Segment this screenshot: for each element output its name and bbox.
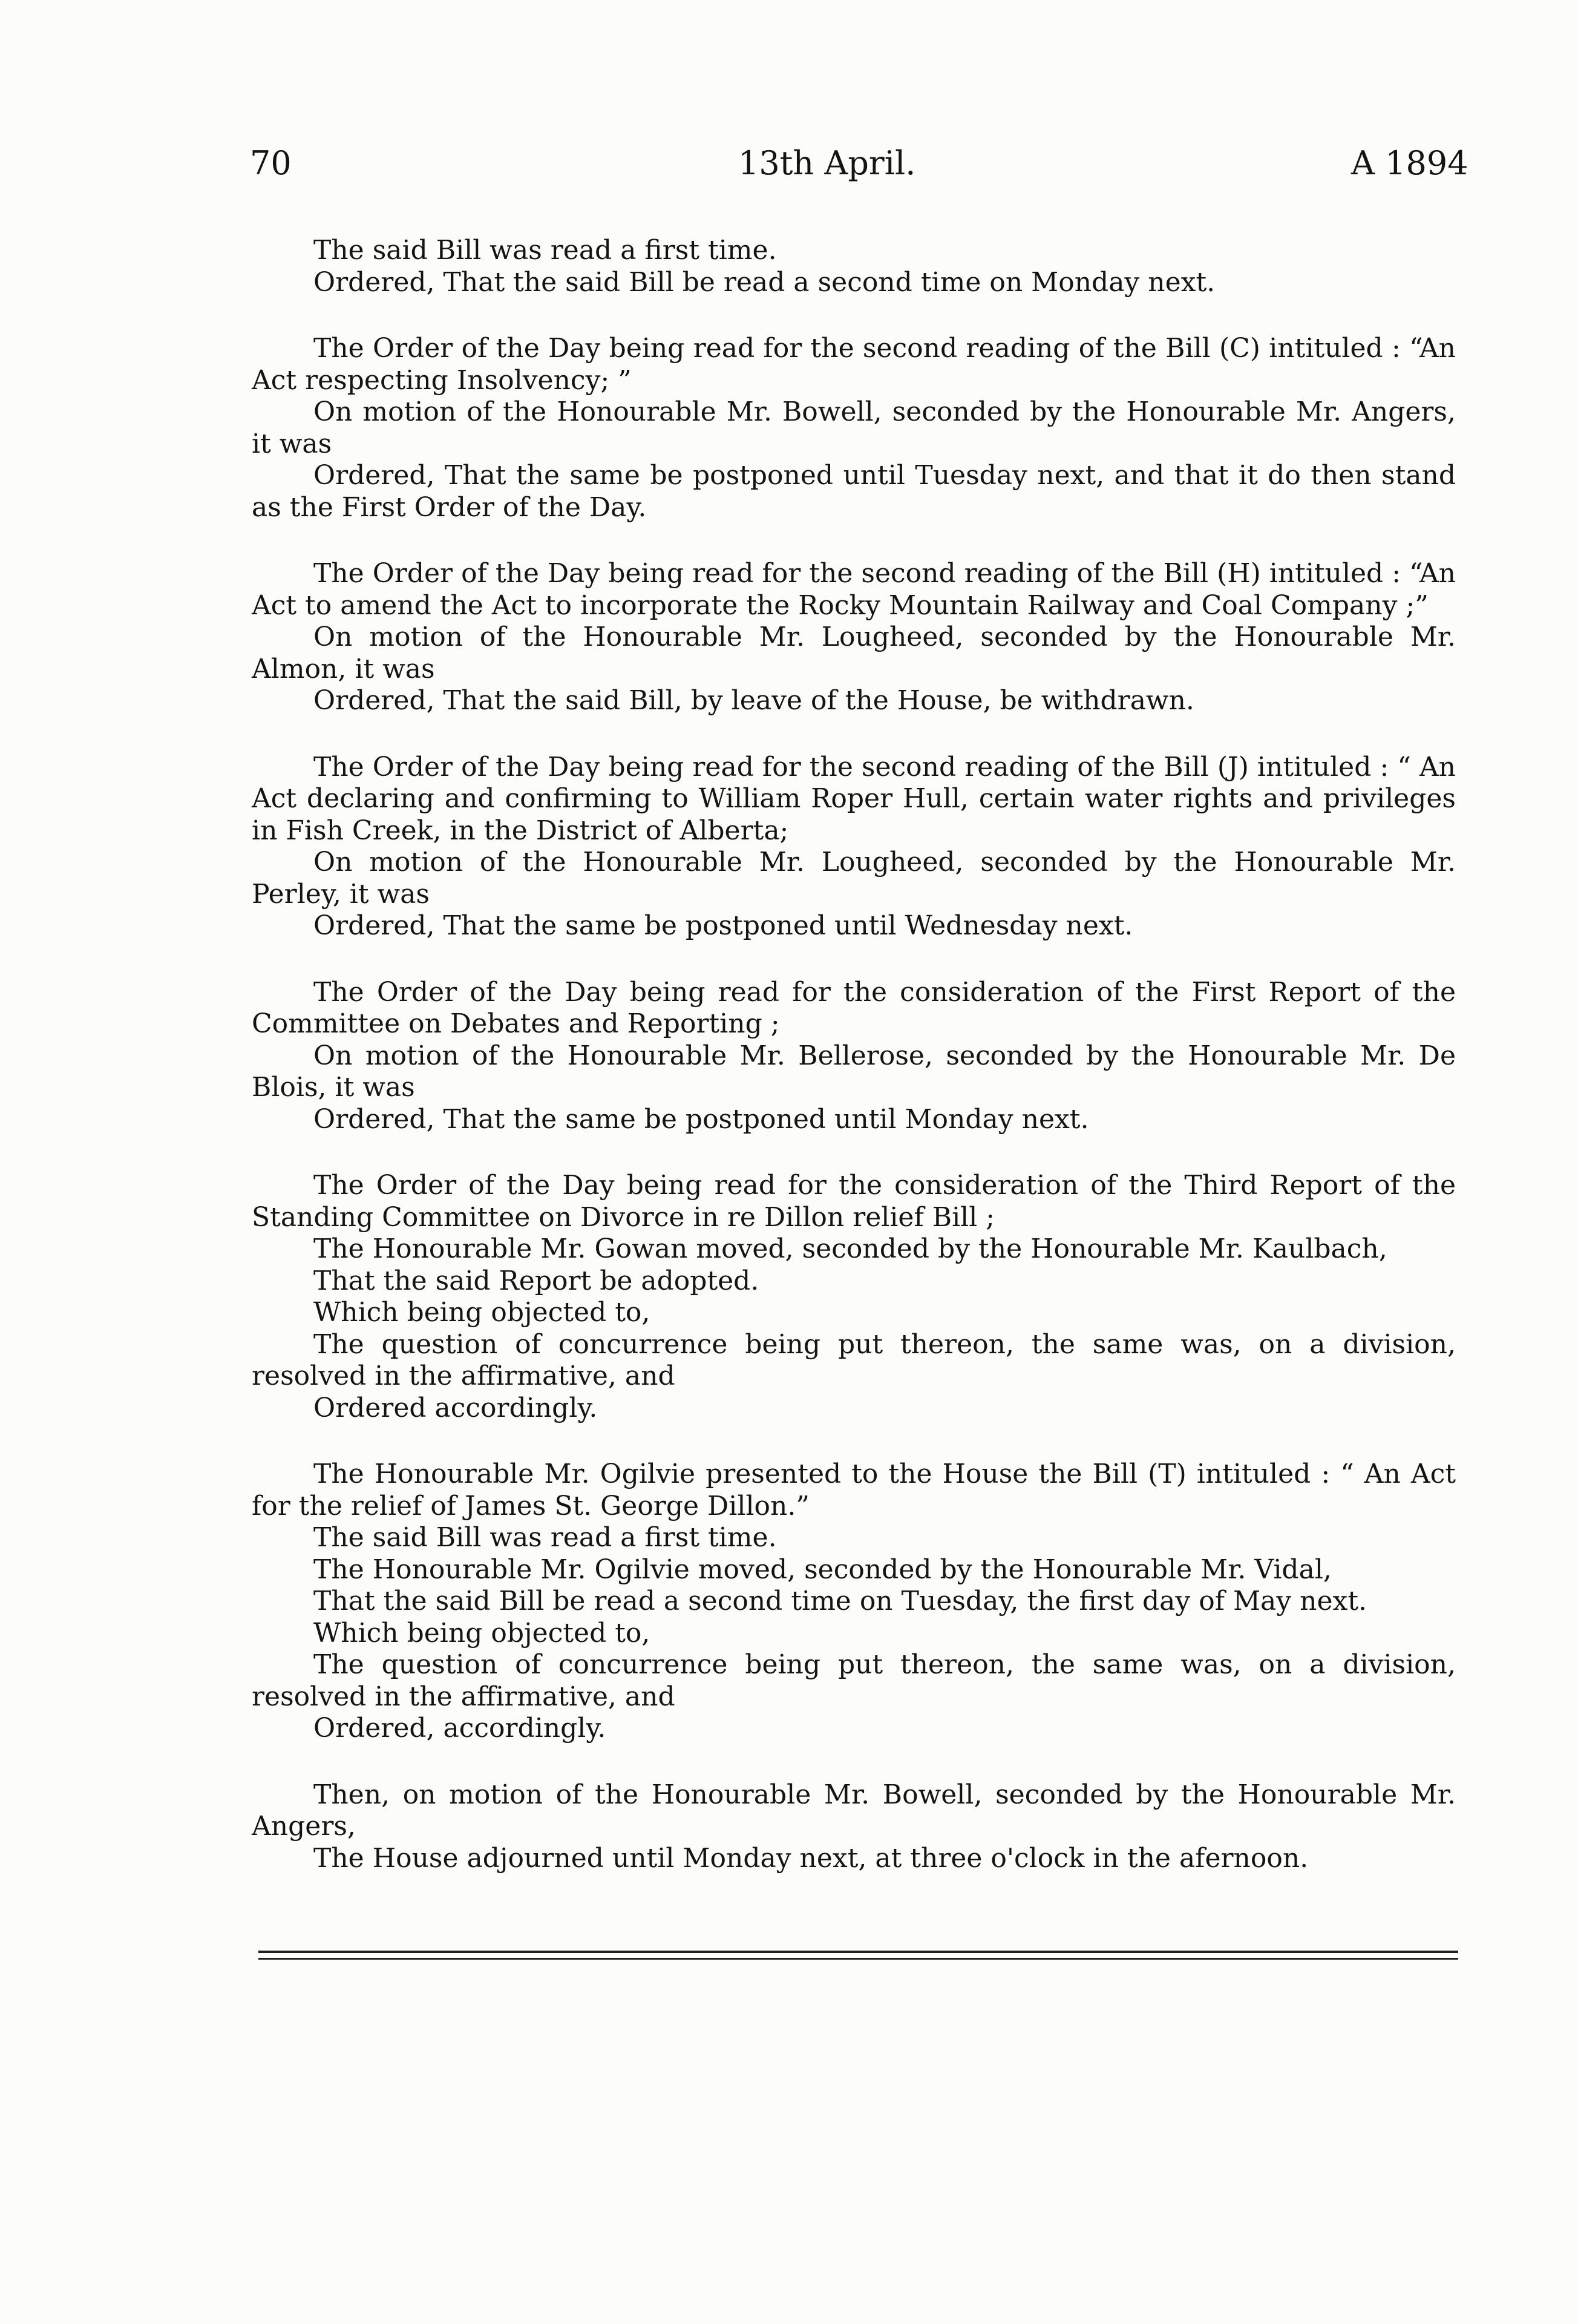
paragraph [252, 333, 1456, 524]
paragraph-line: The question of concurrence being put thereon, the same was, on a division, resolved in the affirmative, and [252, 1649, 1456, 1712]
paragraph-line: Ordered accordingly. [313, 1392, 598, 1423]
paragraph-line: Ordered, That the same be postponed until Wednesday next. [313, 910, 1133, 941]
paragraph-line: The Order of the Day being read for the consideration of the First Report of the Committee on Debates and Reporting ; [252, 976, 1456, 1039]
paragraph [252, 235, 1456, 298]
paragraph [252, 752, 1456, 942]
paragraph-line: Ordered, That the same be postponed until Monday next. [313, 1103, 1089, 1135]
page-number: 70 [250, 144, 292, 182]
paragraph-line: Ordered, That the said Bill, by leave of the House, be withdrawn. [313, 685, 1194, 716]
paragraph-line: Ordered, That the said Bill be read a second time on Monday next. [313, 266, 1216, 298]
paragraph-line: Which being objected to, [313, 1297, 650, 1328]
paragraph-line: Then, on motion of the Honourable Mr. Bowell, seconded by the Honourable Mr. Angers, [252, 1779, 1456, 1842]
page-year: A 1894 [1351, 144, 1468, 182]
paragraph-line: The Honourable Mr. Ogilvie presented to the House the Bill (T) intituled : “ An Act for the relief of James St. George Dillon.” [252, 1459, 1456, 1521]
paragraph-line: The Order of the Day being read for the consideration of the Third Report of the Standing Committee on Divorce in re Dillon relief Bill ; [252, 1170, 1456, 1233]
paragraph [252, 558, 1456, 717]
paragraph [252, 1170, 1456, 1424]
paragraph-line: The Honourable Mr. Ogilvie moved, seconded by the Honourable Mr. Vidal, [313, 1554, 1332, 1585]
closing-rule-bottom [258, 1958, 1458, 1960]
page-date: 13th April. [738, 144, 916, 182]
paragraph-line: The Honourable Mr. Gowan moved, seconded by the Honourable Mr. Kaulbach, [313, 1233, 1387, 1264]
paragraph-line: Which being objected to, [313, 1617, 650, 1649]
closing-rule-top [258, 1951, 1458, 1953]
paragraph-line: On motion of the Honourable Mr. Lougheed, seconded by the Honourable Mr. Almon, it was [252, 622, 1456, 684]
paragraph-line: The House adjourned until Monday next, at three o'clock in the afernoon. [313, 1842, 1309, 1874]
paragraph-line: On motion of the Honourable Mr. Bellerose, seconded by the Honourable Mr. De Blois, it was [252, 1040, 1456, 1103]
paragraph-line: The Order of the Day being read for the second reading of the Bill (J) intituled : “ An Act declaring and confirming to William Roper Hull, certain water rights and privileges in Fish Creek, in the District of Alberta; [252, 751, 1456, 846]
paragraph-line: The question of concurrence being put thereon, the same was, on a division, resolved in the affirmative, and [252, 1328, 1456, 1391]
journal-body [252, 235, 1456, 1909]
paragraph-line: The Order of the Day being read for the second reading of the Bill (H) intituled : “An Act to amend the Act to incorporate the Rocky Mountain Railway and Coal Company ;” [252, 558, 1456, 621]
paragraph-line: Ordered, That the same be postponed until Tuesday next, and that it do then stand as the First Order of the Day. [252, 460, 1456, 523]
page-header [0, 144, 1578, 180]
paragraph-line: On motion of the Honourable Mr. Lougheed, seconded by the Honourable Mr. Perley, it was [252, 847, 1456, 910]
paragraph-line: The said Bill was read a first time. [313, 1522, 777, 1553]
paragraph-line: The said Bill was read a first time. [313, 235, 777, 266]
paragraph [252, 1779, 1456, 1875]
paragraph-line: That the said Bill be read a second time on Tuesday, the first day of May next. [313, 1586, 1367, 1617]
paragraph [252, 1459, 1456, 1745]
closing-rules [258, 1951, 1458, 1965]
paragraph-line: Ordered, accordingly. [313, 1713, 606, 1744]
paragraph-line: That the said Report be adopted. [313, 1265, 759, 1296]
paragraph-line: On motion of the Honourable Mr. Bowell, seconded by the Honourable Mr. Angers, it was [252, 396, 1456, 459]
paragraph [252, 977, 1456, 1136]
paragraph-line: The Order of the Day being read for the second reading of the Bill (C) intituled : “An Act respecting Insolvency; ” [252, 333, 1456, 396]
